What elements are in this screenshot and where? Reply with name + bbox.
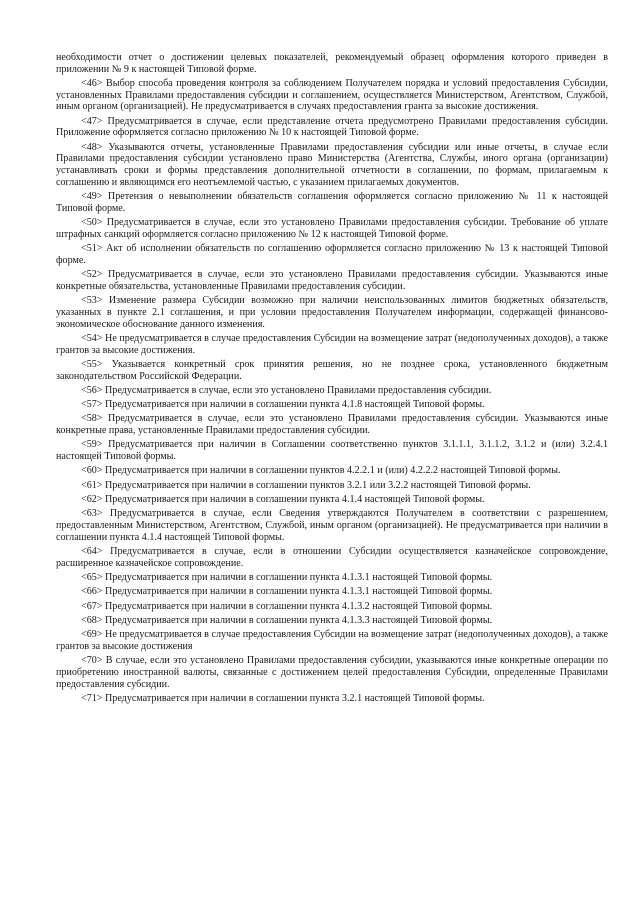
footnote-69: <69> Не предусматривается в случае предоставления Субсидии на возмещение затрат (недополученных доходов), а также грантов за высокие достижения (56, 629, 608, 652)
footnote-66: <66> Предусматривается при наличии в соглашении пункта 4.1.3.1 настоящей Типовой формы. (81, 586, 493, 598)
footnote-60: <60> Предусматривается при наличии в соглашении пунктов 4.2.2.1 и (или) 4.2.2.2 настоящей Типовой формы. (81, 465, 561, 477)
footnote-46: <46> Выбор способа проведения контроля за соблюдением Получателем порядка и условий предоставления Субсидии, установленных Правилами предоставления субсидии и соглашением, осуществляется Министерством, Агентством, Службой, иным органом (организацией). Не предусматривается в случаях предоставления гранта за высокие достижения. (56, 78, 608, 113)
paragraph-continuation: необходимости отчет о достижении целевых показателей, рекомендуемый образец оформления которого приведен в приложении № 9 к настоящей Типовой форме. (56, 52, 608, 75)
footnote-50: <50> Предусматривается в случае, если это установлено Правилами предоставления субсидии. Требование об уплате штрафных санкций оформляется согласно приложению № 12 к настоящей Типовой форме. (56, 217, 608, 240)
footnote-65: <65> Предусматривается при наличии в соглашении пункта 4.1.3.1 настоящей Типовой формы. (81, 572, 493, 583)
footnote-54: <54> Не предусматривается в случае предоставления Субсидии на возмещение затрат (недополученных доходов), а также грантов за высокие достижения. (56, 332, 608, 356)
footnote-63: <63> Предусматривается в случае, если Сведения утверждаются Получателем в соответствии с разрешением, предоставленным Министерством, Агентством, Службой, иным органом (организацией). Не предусматривается при наличии в соглашении пункта 4.1.4 настоящей Типовой формы. (56, 508, 608, 543)
footnote-68: <68> Предусматривается при наличии в соглашении пункта 4.1.3.3 настоящей Типовой формы. (81, 614, 493, 626)
footnote-62: <62> Предусматривается при наличии в соглашении пункта 4.1.4 настоящей Типовой формы. (81, 494, 485, 505)
footnote-51: <51> Акт об исполнении обязательств по соглашению оформляется согласно приложению № 13 к настоящей Типовой форме. (56, 243, 608, 266)
footnote-59: <59> Предусматривается при наличии в Соглашении соответственно пунктов 3.1.1.1, 3.1.1.2, 3.1.2 и (или) 3.2.4.1 настоящей Типовой формы. (56, 439, 608, 463)
footnote-47: <47> Предусматривается в случае, если представление отчета предусмотрено Правилами предоставления субсидии. Приложение оформляется согласно приложению № 10 к настоящей Типовой форме. (56, 115, 608, 139)
footnote-57: <57> Предусматривается при наличии в соглашении пункта 4.1.8 настоящей Типовой формы. (81, 399, 485, 411)
footnote-58: <58> Предусматривается в случае, если это установлено Правилами предоставления субсидии. Указываются иные конкретные права, установленные Правилами предоставления субсидии. (56, 413, 608, 437)
footnote-70: <70> В случае, если это установлено Правилами предоставления субсидии, указываются иные конкретные операции по приобретению иностранной валюты, связанные с достижением целей предоставления Субсидии, определенные Правилами предоставления субсидии. (56, 655, 608, 690)
footnote-48: <48> Указываются отчеты, установленные Правилами предоставления субсидии или иные отчеты, в случае если Правилами предоставления субсидии установлено право Министерства (Агентства, Службы, иного органа (организации) устанавливать сроки и формы представления дополнительной отчетности в соглашении, по формам, прилагаемым к соглашению и являющимся его неотъемлемой частью, с указанием прилагаемых документов. (56, 141, 608, 188)
footnote-56: <56> Предусматривается в случае, если это установлено Правилами предоставления субсидии. (81, 384, 492, 396)
footnote-71: <71> Предусматривается при наличии в соглашении пункта 3.2.1 настоящей Типовой формы. (81, 692, 485, 704)
footnote-53: <53> Изменение размера Субсидии возможно при наличии неиспользованных лимитов бюджетных обязательств, указанных в пункте 2.1 соглашения, и при условии предоставления Получателем информации, содержащей финансово-экономическое обоснование данного изменения. (56, 295, 608, 330)
footnote-55: <55> Указывается конкретный срок принятия решения, но не позднее срока, установленного бюджетным законодательством Российской Федерации. (56, 358, 608, 382)
footnote-67: <67> Предусматривается при наличии в соглашении пункта 4.1.3.2 настоящей Типовой формы. (81, 600, 493, 612)
footnote-61: <61> Предусматривается при наличии в соглашении пунктов 3.2.1 или 3.2.2 настоящей Типовой формы. (81, 479, 531, 491)
footnote-64: <64> Предусматривается в случае, если в отношении Субсидии осуществляется казначейское сопровождение, расширенное казначейское сопровождение. (56, 546, 608, 569)
document-page (56, 52, 608, 707)
footnote-52: <52> Предусматривается в случае, если это установлено Правилами предоставления субсидии. Указываются иные конкретные обязательства, установленные Правилами предоставления субсидии. (56, 269, 608, 292)
footnote-49: <49> Претензия о невыполнении обязательств соглашения оформляется согласно приложению № 11 к настоящей Типовой форме. (56, 191, 608, 214)
